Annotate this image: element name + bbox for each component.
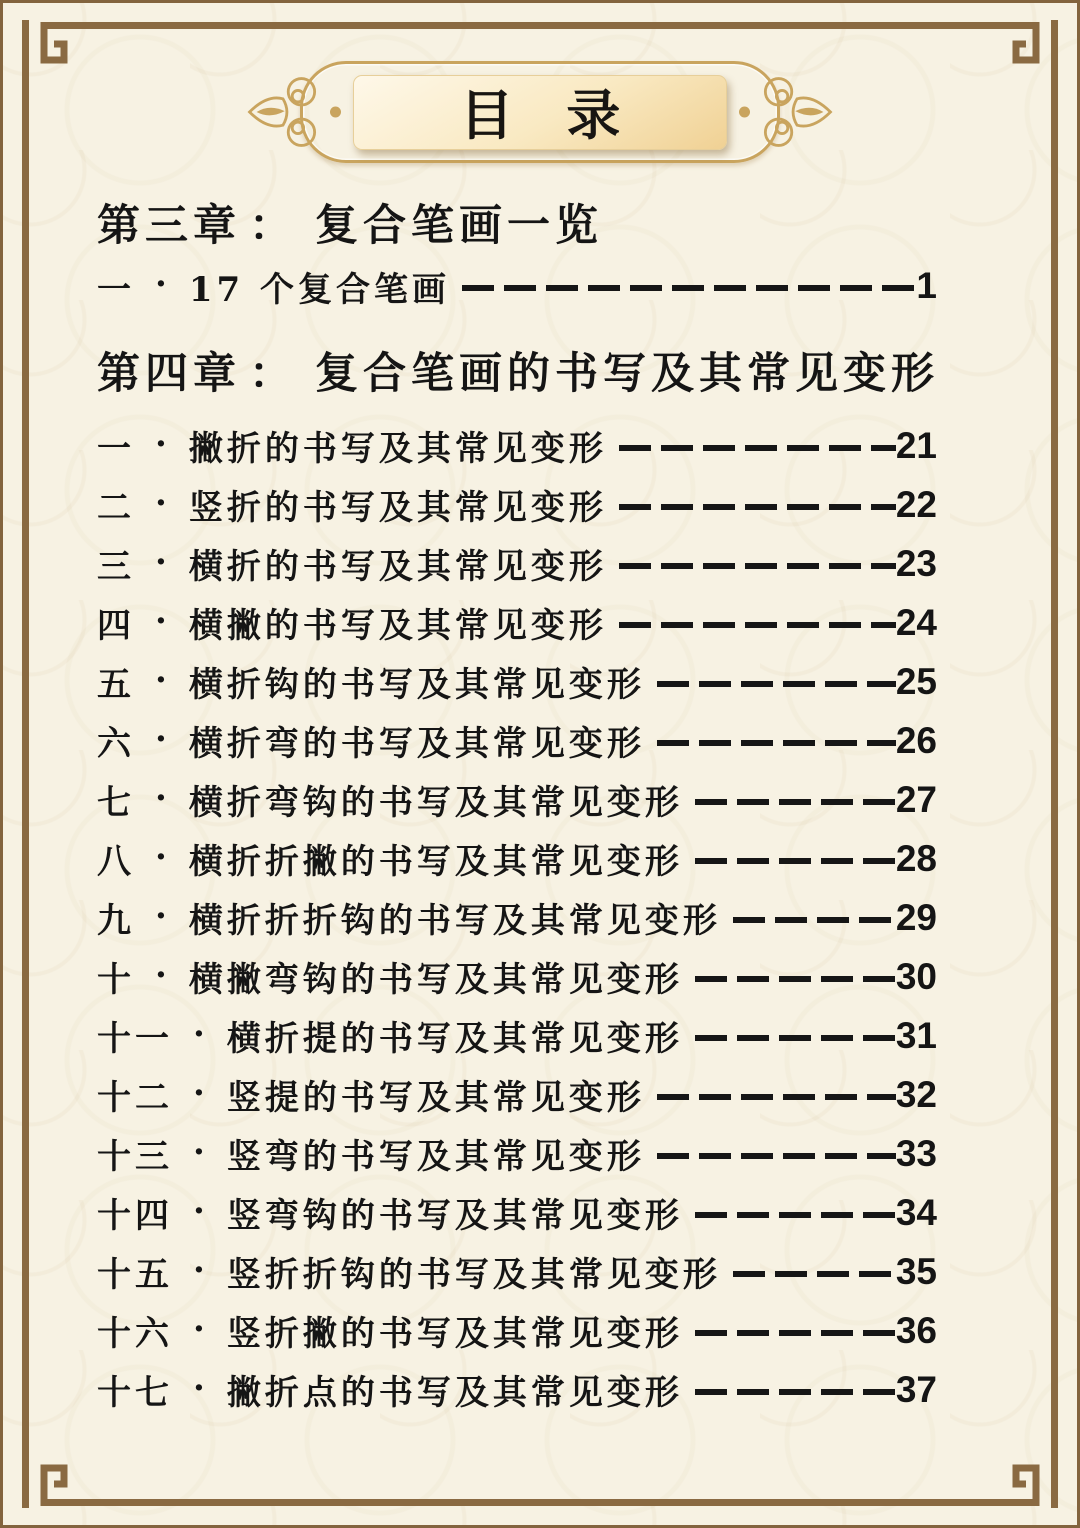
dash-leader-icon xyxy=(462,285,916,291)
item-title: 17 个复合笔画 xyxy=(188,269,450,310)
item-title: 横折提的书写及其常见变形 xyxy=(226,1019,683,1059)
dash-leader-icon xyxy=(657,681,896,687)
item-bullet-icon: · xyxy=(155,777,171,818)
item-title: 横折钩的书写及其常见变形 xyxy=(188,665,645,705)
dash-leader-icon xyxy=(733,1271,896,1277)
banner-dot-icon xyxy=(330,107,341,118)
chapter-heading xyxy=(97,338,937,402)
item-number: 十 xyxy=(97,960,135,1000)
item-bullet-icon: · xyxy=(193,1308,209,1349)
chapter-colon: ： xyxy=(249,200,297,251)
scroll-ornament-icon xyxy=(246,62,334,162)
toc-section xyxy=(97,416,937,1419)
item-number: 八 xyxy=(97,842,135,882)
item-title: 竖提的书写及其常见变形 xyxy=(226,1078,645,1118)
banner-dot-icon xyxy=(739,107,750,118)
toc-list xyxy=(97,170,937,1419)
item-number: 三 xyxy=(97,547,135,587)
toc-item xyxy=(97,593,937,652)
dash-leader-icon xyxy=(657,1153,896,1159)
item-number: 十六 xyxy=(97,1314,173,1354)
item-bullet-icon: · xyxy=(193,1367,209,1408)
toc-section xyxy=(97,254,937,318)
dash-leader-icon xyxy=(619,563,896,569)
item-bullet-icon: · xyxy=(193,1131,209,1172)
frame-line-right xyxy=(1051,88,1058,1440)
title-banner xyxy=(250,54,830,170)
toc-item xyxy=(97,770,937,829)
item-number: 六 xyxy=(97,724,135,764)
item-bullet-icon: · xyxy=(155,600,171,641)
chapter-title: 复合笔画一览 xyxy=(315,200,603,251)
toc-item xyxy=(97,416,937,475)
chapter-title: 复合笔画的书写及其常见变形 xyxy=(315,348,939,399)
item-bullet-icon: · xyxy=(193,1190,209,1231)
fret-corner-icon xyxy=(988,8,1072,92)
toc-item xyxy=(97,254,937,318)
frame-line-left xyxy=(22,88,29,1440)
item-number: 十七 xyxy=(97,1373,173,1413)
item-title: 竖弯的书写及其常见变形 xyxy=(226,1137,645,1177)
item-bullet-icon: · xyxy=(193,1249,209,1290)
fret-corner-icon xyxy=(988,1436,1072,1520)
item-number: 十二 xyxy=(97,1078,173,1118)
item-page-number: 33 xyxy=(895,1132,937,1174)
fret-corner-icon xyxy=(8,8,92,92)
item-page-number: 22 xyxy=(895,483,937,525)
item-title: 横撇的书写及其常见变形 xyxy=(188,606,607,646)
dash-leader-icon xyxy=(733,917,896,923)
item-page-number: 30 xyxy=(895,955,937,997)
item-title: 撇折的书写及其常见变形 xyxy=(188,429,607,469)
item-bullet-icon: · xyxy=(155,659,171,700)
item-page-number: 31 xyxy=(895,1014,937,1056)
item-number: 四 xyxy=(97,606,135,646)
chapter-heading xyxy=(97,190,937,254)
item-bullet-icon: · xyxy=(155,482,171,523)
item-number: 七 xyxy=(97,783,135,823)
item-title: 撇折点的书写及其常见变形 xyxy=(226,1373,683,1413)
item-page-number: 34 xyxy=(895,1191,937,1233)
dash-leader-icon xyxy=(619,445,896,451)
item-page-number: 32 xyxy=(895,1073,937,1115)
dash-leader-icon xyxy=(657,1094,896,1100)
item-number: 十一 xyxy=(97,1019,173,1059)
toc-item xyxy=(97,947,937,1006)
toc-item xyxy=(97,711,937,770)
scroll-ornament-icon xyxy=(746,62,834,162)
title-plaque xyxy=(353,75,727,150)
item-bullet-icon: · xyxy=(155,423,171,464)
item-page-number: 21 xyxy=(895,424,937,466)
item-title: 竖折折钩的书写及其常见变形 xyxy=(226,1255,721,1295)
fret-corner-icon xyxy=(8,1436,92,1520)
item-number: 九 xyxy=(97,901,135,941)
item-title: 横折弯的书写及其常见变形 xyxy=(188,724,645,764)
item-title: 横折的书写及其常见变形 xyxy=(188,547,607,587)
chapter-label: 第三章 xyxy=(97,200,241,251)
item-bullet-icon: · xyxy=(155,541,171,582)
frame-line-top xyxy=(88,22,992,29)
item-bullet-icon: · xyxy=(155,718,171,759)
dash-leader-icon xyxy=(619,622,896,628)
item-bullet-icon: · xyxy=(155,895,171,936)
item-bullet-icon: · xyxy=(155,954,171,995)
toc-item xyxy=(97,475,937,534)
item-page-number: 29 xyxy=(895,896,937,938)
item-page-number: 23 xyxy=(895,542,937,584)
toc-item xyxy=(97,534,937,593)
item-page-number: 24 xyxy=(895,601,937,643)
dash-leader-icon xyxy=(657,740,896,746)
item-number: 一 xyxy=(97,269,135,310)
toc-item xyxy=(97,888,937,947)
item-title: 竖折的书写及其常见变形 xyxy=(188,488,607,528)
dash-leader-icon xyxy=(695,976,896,982)
item-number: 十五 xyxy=(97,1255,173,1295)
dash-leader-icon xyxy=(695,858,896,864)
dash-leader-icon xyxy=(695,1212,896,1218)
item-page-number: 26 xyxy=(895,719,937,761)
toc-item xyxy=(97,1124,937,1183)
toc-item xyxy=(97,652,937,711)
dash-leader-icon xyxy=(695,799,896,805)
item-page-number: 36 xyxy=(895,1309,937,1351)
item-title: 竖弯钩的书写及其常见变形 xyxy=(226,1196,683,1236)
toc-item xyxy=(97,1301,937,1360)
item-title: 横折弯钩的书写及其常见变形 xyxy=(188,783,683,823)
item-bullet-icon: · xyxy=(193,1072,209,1113)
item-number: 一 xyxy=(97,429,135,469)
item-page-number: 27 xyxy=(895,778,937,820)
frame-line-bottom xyxy=(88,1499,992,1506)
item-page-number: 35 xyxy=(895,1250,937,1292)
toc-item xyxy=(97,829,937,888)
item-title: 竖折撇的书写及其常见变形 xyxy=(226,1314,683,1354)
item-title: 横折折撇的书写及其常见变形 xyxy=(188,842,683,882)
item-number: 二 xyxy=(97,488,135,528)
item-page-number: 28 xyxy=(895,837,937,879)
item-title: 横撇弯钩的书写及其常见变形 xyxy=(188,960,683,1000)
chapter-label: 第四章 xyxy=(97,348,241,399)
dash-leader-icon xyxy=(695,1035,896,1041)
dash-leader-icon xyxy=(695,1389,896,1395)
item-number: 十四 xyxy=(97,1196,173,1236)
item-page-number: 25 xyxy=(895,660,937,702)
dash-leader-icon xyxy=(619,504,896,510)
dash-leader-icon xyxy=(695,1330,896,1336)
item-bullet-icon: · xyxy=(155,264,171,304)
item-number: 十三 xyxy=(97,1137,173,1177)
item-number: 五 xyxy=(97,665,135,705)
item-page-number: 1 xyxy=(916,265,937,306)
item-bullet-icon: · xyxy=(155,836,171,877)
toc-item xyxy=(97,1183,937,1242)
item-title: 横折折折钩的书写及其常见变形 xyxy=(188,901,721,941)
toc-item xyxy=(97,1065,937,1124)
item-page-number: 37 xyxy=(895,1368,937,1410)
item-bullet-icon: · xyxy=(193,1013,209,1054)
toc-item xyxy=(97,1006,937,1065)
toc-item xyxy=(97,1242,937,1301)
chapter-colon: ： xyxy=(249,348,297,399)
toc-item xyxy=(97,1360,937,1419)
page-title: 目 录 xyxy=(459,83,621,147)
